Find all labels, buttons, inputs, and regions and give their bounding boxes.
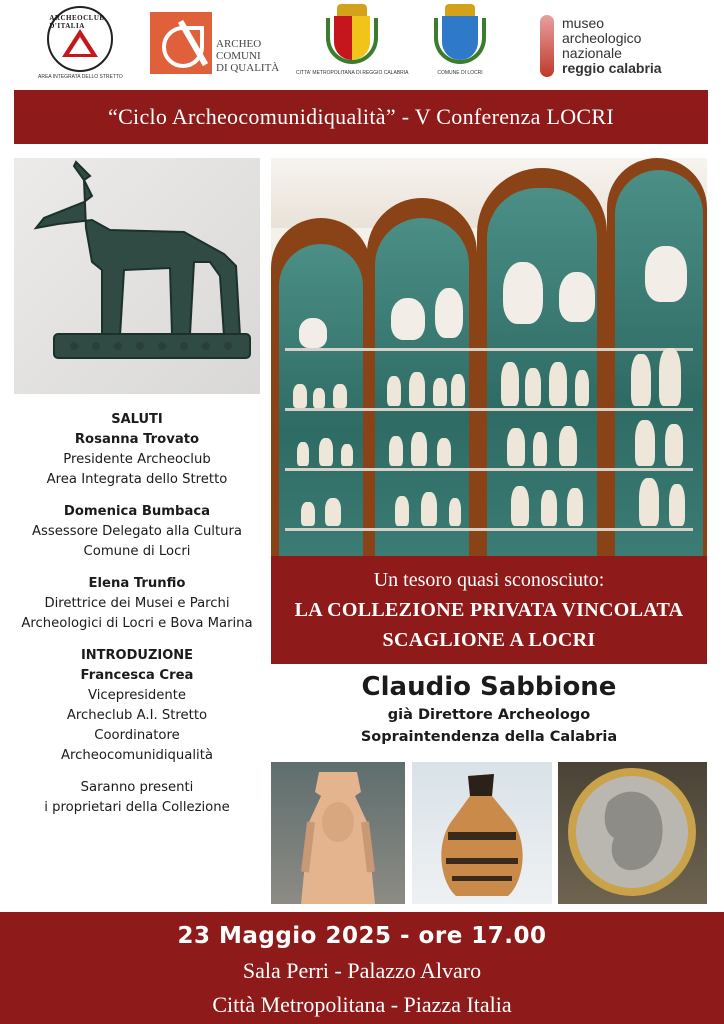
subtitle-line-1: Un tesoro quasi sconosciuto: (373, 569, 605, 591)
comune-locri-logo (432, 4, 488, 76)
greek-vase-photo (412, 762, 552, 904)
speaker-role: Archeocomunidiqualità (61, 748, 213, 763)
speaker-name-bumbaca: Domenica Bumbaca (63, 504, 211, 519)
speaker-role: Comune di Locri (83, 544, 191, 559)
archeocomuni-line-1: ARCHEO (216, 38, 262, 50)
museo-line-4: reggio calabria (562, 60, 662, 76)
note-line-2: i proprietari della Collezione (44, 800, 230, 815)
locri-crest-icon (432, 4, 488, 68)
subtitle-line-2: LA COLLEZIONE PRIVATA VINCOLATA (294, 599, 684, 621)
speaker-role: Assessore Delegato alla Cultura (32, 524, 242, 539)
archeocomuni-text (216, 38, 279, 74)
cabinet-door-1 (271, 218, 371, 556)
introduzione-heading: INTRODUZIONE (80, 648, 194, 663)
speaker-role: Area Integrata dello Stretto (46, 472, 228, 487)
page-title: “Ciclo Archeocomunidiqualità” - V Conferenza LOCRI (108, 104, 614, 129)
title-banner (14, 90, 708, 144)
conference-subtitle (271, 556, 707, 664)
archeocomuni-emblem-icon (150, 12, 212, 74)
museo-line-3: nazionale (562, 45, 622, 61)
museo-text (562, 16, 662, 76)
silver-coin-photo (558, 762, 707, 904)
speaker-role: Presidente Archeoclub (63, 452, 211, 467)
archeoclub-subtitle: AREA INTEGRATA DELLO STRETTO (38, 74, 123, 80)
archeocomuni-line-3: DI QUALITÀ (216, 62, 280, 74)
note-line-1: Saranno presenti (80, 780, 194, 795)
main-speaker (271, 670, 707, 748)
main-speaker-role-2: Sopraintendenza della Calabria (360, 729, 618, 745)
terracotta-bust-photo (271, 762, 405, 904)
citta-metropolitana-logo (296, 4, 408, 76)
logos-row (0, 0, 724, 88)
main-speaker-role-1: già Direttore Archeologo (387, 707, 591, 723)
speaker-role: Coordinatore (94, 728, 180, 743)
bronze-horse-photo (14, 158, 260, 394)
speaker-name-trunfio: Elena Trunfio (88, 576, 186, 591)
main-speaker-name: Claudio Sabbione (361, 672, 617, 702)
speaker-role: Archeclub A.I. Stretto (66, 708, 208, 723)
event-venue: Sala Perri - Palazzo Alvaro (242, 958, 482, 983)
museo-reggio-logo (540, 12, 710, 80)
comune-locri-caption: COMUNE DI LOCRI (437, 70, 483, 76)
bronze-horse-figure (14, 158, 260, 394)
collection-cabinet-photo (271, 158, 707, 556)
speaker-name-trovato: Rosanna Trovato (74, 432, 200, 447)
speaker-role: Archeologici di Locri e Bova Marina (21, 616, 253, 631)
archeocomuni-logo (150, 12, 279, 74)
speaker-name-crea: Francesca Crea (80, 668, 194, 683)
event-city: Città Metropolitana - Piazza Italia (212, 992, 512, 1017)
speaker-role: Vicepresidente (87, 688, 187, 703)
reggio-crest-icon (324, 4, 380, 68)
museo-line-1: museo (562, 15, 605, 31)
event-date: 23 Maggio 2025 - ore 17.00 (177, 923, 547, 949)
subtitle-line-3: SCAGLIONE A LOCRI (382, 629, 596, 651)
speaker-role: Direttrice dei Musei e Parchi (44, 596, 230, 611)
museo-mark-icon (540, 15, 554, 77)
event-footer (0, 912, 724, 1024)
archeoclub-ring-text: ARCHEOCLUB D'ITALIA (49, 14, 105, 30)
archeoclub-triangle-icon (62, 29, 98, 57)
archeoclub-logo (38, 6, 123, 80)
museo-line-2: archeologico (562, 30, 642, 46)
archeocomuni-line-2: COMUNI (216, 50, 261, 62)
archeoclub-emblem (47, 6, 113, 72)
saluti-heading: SALUTI (111, 412, 163, 427)
citta-metropolitana-caption: CITTA' METROPOLITANA DI REGGIO CALABRIA (296, 70, 409, 76)
speakers-list (10, 410, 264, 818)
